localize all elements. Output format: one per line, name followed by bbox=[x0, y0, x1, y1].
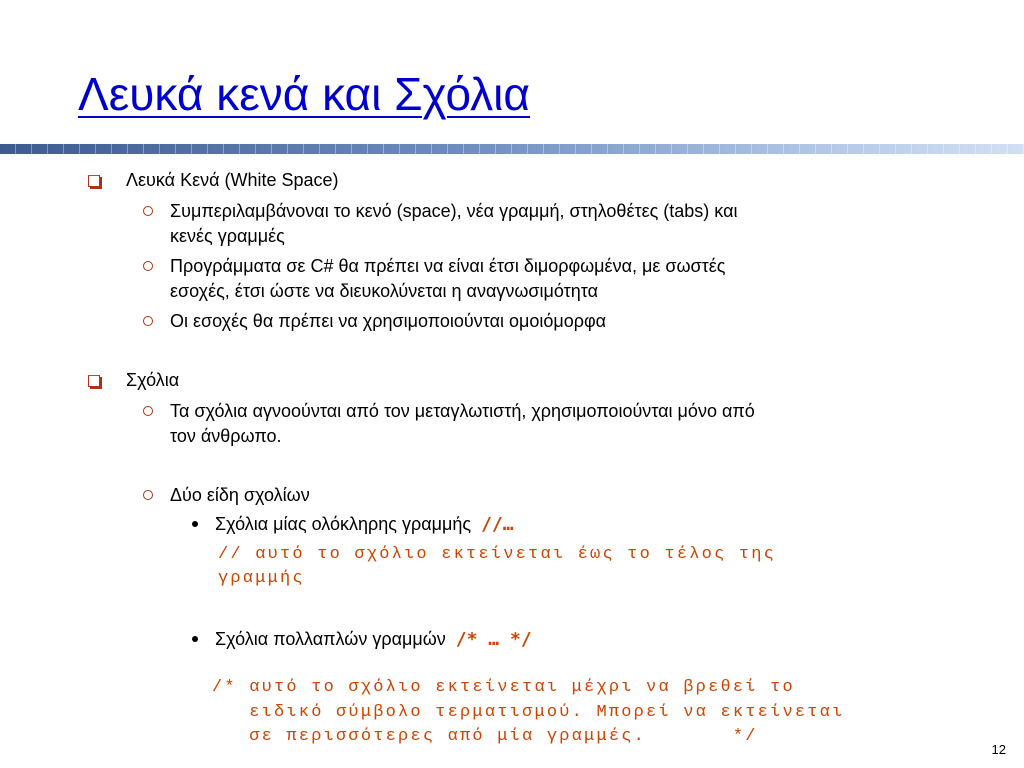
circle-bullet-icon bbox=[143, 261, 153, 271]
square-bullet-icon bbox=[88, 175, 100, 187]
list-item-text: κενές γραμμές bbox=[170, 226, 285, 246]
multi-line-comment-syntax: /* … */ bbox=[455, 629, 532, 650]
code-example-line: /* αυτό το σχόλιο εκτείνεται μέχρι να βρεθεί το bbox=[212, 678, 795, 697]
circle-bullet-icon bbox=[143, 206, 153, 216]
multi-line-comment-item bbox=[215, 627, 532, 652]
list-item-text: Συμπεριλαμβάνοναι το κενό (space), νέα γραμμή, στηλοθέτες (tabs) και bbox=[170, 201, 738, 221]
circle-bullet-icon bbox=[143, 490, 153, 500]
list-item-text: Οι εσοχές θα πρέπει να χρησιμοποιούνται ομοιόμορφα bbox=[170, 311, 607, 331]
list-item-text: εσοχές, έτσι ώστε να διευκολύνεται η αναγνωσιμότητα bbox=[170, 281, 599, 301]
page-number: 12 bbox=[991, 742, 1006, 757]
list-item-text: τον άνθρωπο. bbox=[170, 426, 282, 446]
dot-bullet-icon bbox=[192, 521, 198, 527]
single-line-comment-item bbox=[215, 512, 514, 537]
circle-bullet-icon bbox=[143, 406, 153, 416]
slide-title: Λευκά κενά και Σχόλια bbox=[78, 68, 530, 120]
dot-bullet-icon bbox=[192, 636, 198, 642]
code-example-line: γραμμής bbox=[218, 569, 305, 588]
single-line-comment-label: Σχόλια μίας ολόκληρης γραμμής bbox=[215, 514, 472, 534]
list-item-text: Τα σχόλια αγνοούνται από τον μεταγλωτιστή, χρησιμοποιούνται μόνο από bbox=[170, 401, 755, 421]
single-line-comment-syntax: //… bbox=[481, 514, 514, 535]
code-example-line: // αυτό το σχόλιο εκτείνεται έως το τέλος της bbox=[218, 545, 777, 564]
title-divider-pattern bbox=[0, 144, 1024, 154]
multi-line-comment-label: Σχόλια πολλαπλών γραμμών bbox=[215, 629, 446, 649]
circle-bullet-icon bbox=[143, 316, 153, 326]
code-example-line: ειδικό σύμβολο τερματισμού. Μπορεί να εκτείνεται bbox=[212, 703, 845, 722]
list-item-text: Δύο είδη σχολίων bbox=[170, 485, 310, 505]
section-heading-white-space: Λευκά Κενά (White Space) bbox=[126, 170, 339, 190]
code-example-line: σε περισσότερες από μία γραμμές. */ bbox=[212, 727, 758, 746]
list-item-text: Προγράμματα σε C# θα πρέπει να είναι έτσι διμορφωμένα, με σωστές bbox=[170, 256, 726, 276]
section-heading-comments: Σχόλια bbox=[126, 370, 180, 390]
square-bullet-icon bbox=[88, 375, 100, 387]
